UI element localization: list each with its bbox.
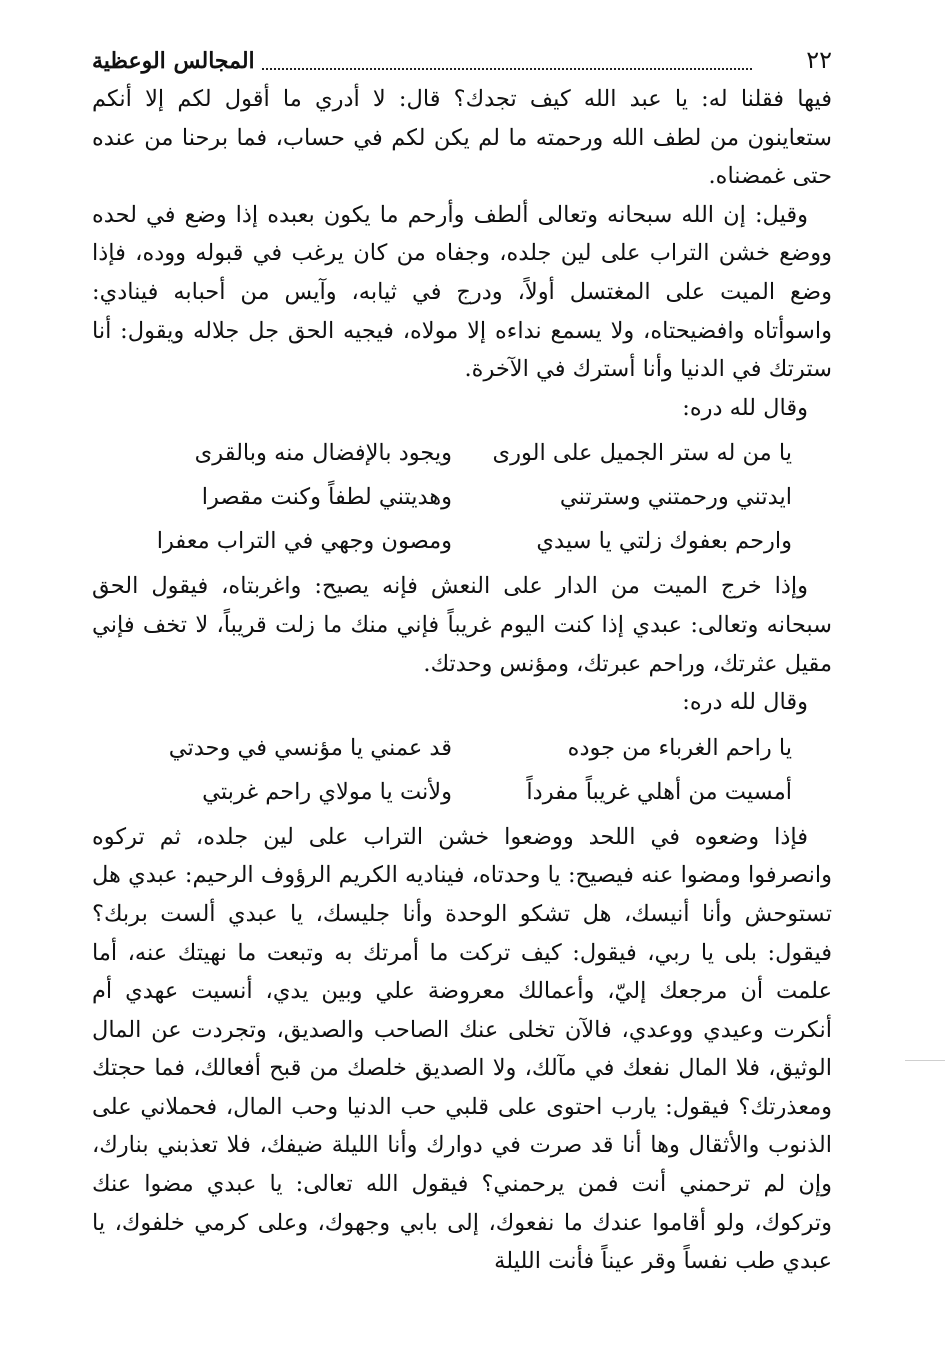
verse-row [92,431,832,475]
verse-first-hemistich: يا راحم الغرباء من جوده [567,734,792,761]
verse-row [92,475,832,519]
paragraph-2: وقيل: إن الله سبحانه وتعالى ألطف وأرحم ما يكون بعبده إذا وضع في لحده ووضع خشن التراب على لين جلده، وجفاه من كان يرغب في قبوله ووده، فإذا وضع الميت على المغتسل أولاً، ودرج في ثيابه، وآيس من أحبابه فينادي: واسوأتاه وافضيحتاه، ولا يسمع نداءه إلا مولاه، فيجيه الحق جل جلاله ويقول: أنا سترتك في الدنيا وأنا أسترك في الآخرة. [92,201,832,383]
verse-row [92,519,832,563]
poem-intro-1: وقال لله دره: [682,394,808,421]
poem-intro-2: وقال لله دره: [682,689,808,716]
verse-row [92,770,832,814]
paragraph-1: فيها فقلنا له: يا عبد الله كيف تجدك؟ قال: لا أدري ما أقول لكم إلا أنكم ستعاينون من لطف الله ورحمته ما لم يكن لكم في حساب، فما برحنا من عنده حتى غمضناه. [92,86,832,190]
running-book-title: المجالس الوعظية [92,48,255,74]
poem-1 [92,431,832,563]
verse-second-hemistich: وهديتني لطفاً وكنت مقصرا [201,484,452,511]
verse-second-hemistich: ويجود بالإفضال منه وبالقرى [194,440,452,467]
verse-first-hemistich: ايدتني ورحمتني وسترتني [559,484,792,511]
poem-2 [92,726,832,814]
verse-first-hemistich: وارحم بعفوك زلتي يا سيدي [536,528,792,555]
paragraph-3: وإذا خرج الميت من الدار على النعش فإنه يصيح: واغربتاه، فيقول الحق سبحانه وتعالى: عبدي إذا كنت اليوم غريباً فإني منك ما زلت قريباً، لا تخف فإني مقيل عثرتك، وراحم عبرتك، ومؤنس وحدتك. [92,573,832,677]
verse-second-hemistich: ومصون وجهي في التراب معفرا [156,528,452,555]
page-number: ٢٢ [806,46,832,74]
header-dotted-leader [262,68,752,70]
page-body [92,80,832,1281]
verse-second-hemistich: ولأنت يا مولاي راحم غربتي [202,778,452,805]
verse-first-hemistich: أمسيت من أهلي غريباً مفرداً [526,778,792,805]
page-header [92,40,832,80]
paragraph-4: فإذا وضعوه في اللحد ووضعوا خشن التراب على لين جلده، ثم تركوه وانصرفوا ومضوا عنه فيصيح: يا وحدتاه، فيناديه الكريم الرؤوف الرحيم: عبدي هل تستوحش وأنا أنيسك، هل تشكو الوحدة وأنا جليسك، يا عبدي ألست بربك؟ فيقول: بلى يا ربي، فيقول: كيف تركت ما أمرتك به وتبعت ما نهيتك عنه، أما علمت أن مرجعك إليّ، وأعمالك معروضة علي وبين يدي، أنسيت عهدي أم أنكرت وعيدي ووعدي، فالآن تخلى عنك الصاحب والصديق، وتجردت عن المال الوثيق، فلا المال نفعك في مآلك، ولا الصديق خلصك من قبح أفعالك، فما حجتك ومعذرتك؟ فيقول: يارب احتوى على قلبي حب الدنيا وحب المال، فحملاني على الذنوب والأثقال وها أنا قد صرت في دوارك وأنا الليلة ضيفك، فلا تعذبني بنارك، وإن لم ترحمني أنت فمن يرحمني؟ فيقول الله تعالى: يا عبدي مضوا عنك وتركوك، ولو أقاموا عندك ما نفعوك، إلى بابي وجهوك، وعلى كرمي خلفوك، يا عبدي طب نفساً وقر عيناً فأنت الليلة [92,823,832,1275]
book-page [92,40,832,1340]
scan-margin-mark [905,1060,945,1061]
verse-second-hemistich: قد عمني يا مؤنسي في وحدتي [168,734,452,761]
verse-first-hemistich: يا من له ستر الجميل على الورى [492,440,792,467]
verse-row [92,726,832,770]
